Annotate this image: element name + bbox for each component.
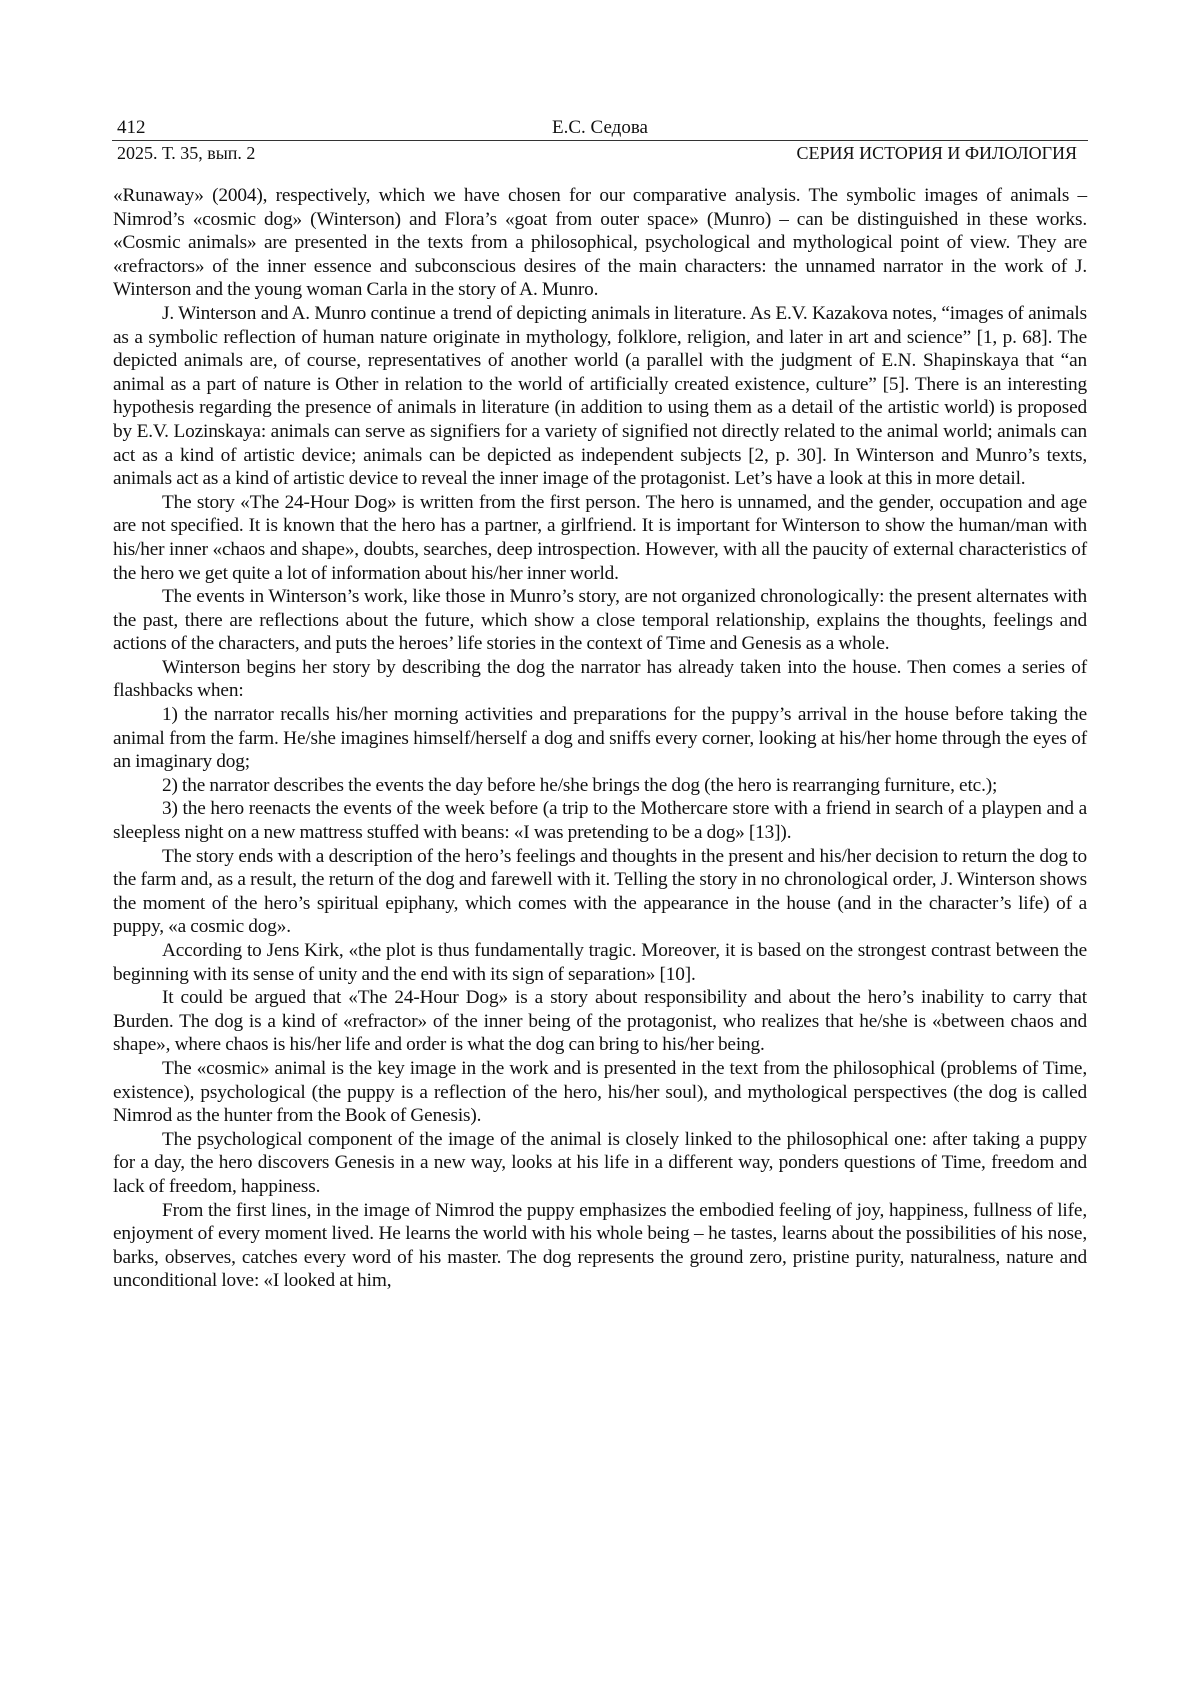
paragraph: The «cosmic» animal is the key image in the work and is presented in the text from the philosophical (problems of Time, existence), psychological (the puppy is a reflection of the hero, his/her soul), and mythological perspectives (the dog is called Nimrod as the hunter from the Book of Genesis). xyxy=(113,1057,1087,1127)
paragraph: J. Winterson and A. Munro continue a trend of depicting animals in literature. As E.V. Kazakova notes, “images of animals as a symbolic reflection of human nature originate in mythology, folklore, religion, and later in art and science” [1, p. 68]. The depicted animals are, of course, representatives of another world (a parallel with the judgment of E.N. Shapinskaya that “an animal as a part of nature is Other in relation to the world of artificially created existence, culture” [5]. There is an interesting hypothesis regarding the presence of animals in literature (in addition to using them as a detail of the artistic world) is proposed by E.V. Lozinskaya: animals can serve as signifiers for a variety of signified not directly related to the animal world; animals can act as a kind of artistic device; animals can be depicted as independent subjects [2, p. 30]. In Winterson and Munro’s texts, animals act as a kind of artistic device to reveal the inner image of the protagonist. Let’s have a look at this in more detail. xyxy=(113,302,1087,490)
list-item-paragraph: 1) the narrator recalls his/her morning activities and preparations for the puppy’s arrival in the house before taking the animal from the farm. He/she imagines himself/herself a dog and sniffs every corner, looking at his/her home through the eyes of an imaginary dog; xyxy=(113,704,1087,773)
paragraph: The story ends with a description of the hero’s feelings and thoughts in the present and his/her decision to return the dog to the farm and, as a result, the return of the dog and farewell with it. Telling the story in no chronological order, J. Winterson shows the moment of the hero’s spiritual epiphany, which comes with the appearance in the house (and in the character’s life) of a puppy, «a cosmic dog». xyxy=(113,845,1087,938)
paragraph: «Runaway» (2004), respectively, which we have chosen for our comparative analysis. The symbolic images of animals – Nimrod’s «cosmic dog» (Winterson) and Flora’s «goat from outer space» (Munro) – can be distinguished in these works. «Cosmic animals» are presented in the texts from a philosophical, psychological and mythological point of view. They are «refractors» of the inner essence and subconscious desires of the main characters: the unnamed narrator in the work of J. Winterson and the young woman Carla in the story of A. Munro. xyxy=(113,185,1087,301)
paragraph: Winterson begins her story by describing the dog the narrator has already taken into the house. Then comes a series of flashbacks when: xyxy=(113,656,1087,702)
paragraph: According to Jens Kirk, «the plot is thus fundamentally tragic. Moreover, it is based on the strongest contrast between the beginning with its sense of unity and the end with its sign of separation» [10]. xyxy=(113,940,1087,985)
list-item-paragraph: 2) the narrator describes the events the day before he/she brings the dog (the hero is rearranging furniture, etc.); xyxy=(162,774,998,796)
paragraph: It could be argued that «The 24-Hour Dog» is a story about responsibility and about the hero’s inability to carry that Burden. The dog is a kind of «refractor» of the inner being of the protagonist, who realizes that he/she is «between chaos and shape», where chaos is his/her life and order is what the dog can bring to his/her being. xyxy=(113,987,1087,1056)
journal-page xyxy=(113,114,1087,1293)
paragraph: The psychological component of the image of the animal is closely linked to the philosophical one: after taking a puppy for a day, the hero discovers Genesis in a new way, looks at his life in a different way, ponders questions of Time, freedom and lack of freedom, happiness. xyxy=(113,1128,1087,1197)
page-number: 412 xyxy=(117,117,146,138)
running-head xyxy=(113,114,1087,140)
paragraph: From the first lines, in the image of Nimrod the puppy emphasizes the embodied feeling of joy, happiness, fullness of life, enjoyment of every moment lived. He learns the world with his whole being – he tastes, learns about the possibilities of his nose, barks, observes, catches every word of his master. The dog represents the ground zero, pristine purity, naturalness, nature and unconditional love: «I looked at him, xyxy=(113,1199,1087,1292)
paragraph: The story «The 24-Hour Dog» is written from the first person. The hero is unnamed, and the gender, occupation and age are not specified. It is known that the hero has a partner, a girlfriend. It is important for Winterson to show the human/man with his/her inner «chaos and shape», doubts, searches, deep introspection. However, with all the paucity of external characteristics of the hero we get quite a lot of information about his/her inner world. xyxy=(113,491,1087,584)
issue-info: 2025. Т. 35, вып. 2 xyxy=(117,143,256,163)
author-name: Е.С. Седова xyxy=(552,117,648,138)
issue-line xyxy=(113,141,1087,165)
paragraph: The events in Winterson’s work, like those in Munro’s story, are not organized chronologically: the present alternates with the past, there are reflections about the future, which show a close temporal relationship, explains the thoughts, feelings and actions of the characters, and puts the heroes’ life stories in the context of Time and Genesis as a whole. xyxy=(113,586,1087,655)
list-item-paragraph: 3) the hero reenacts the events of the week before (a trip to the Mothercare store with a friend in search of a playpen and a sleepless night on a new mattress stuffed with beans: «I was pretending to be a dog» [13]). xyxy=(113,798,1087,844)
article-body xyxy=(113,184,1087,1293)
series-title: СЕРИЯ ИСТОРИЯ И ФИЛОЛОГИЯ xyxy=(796,143,1077,163)
